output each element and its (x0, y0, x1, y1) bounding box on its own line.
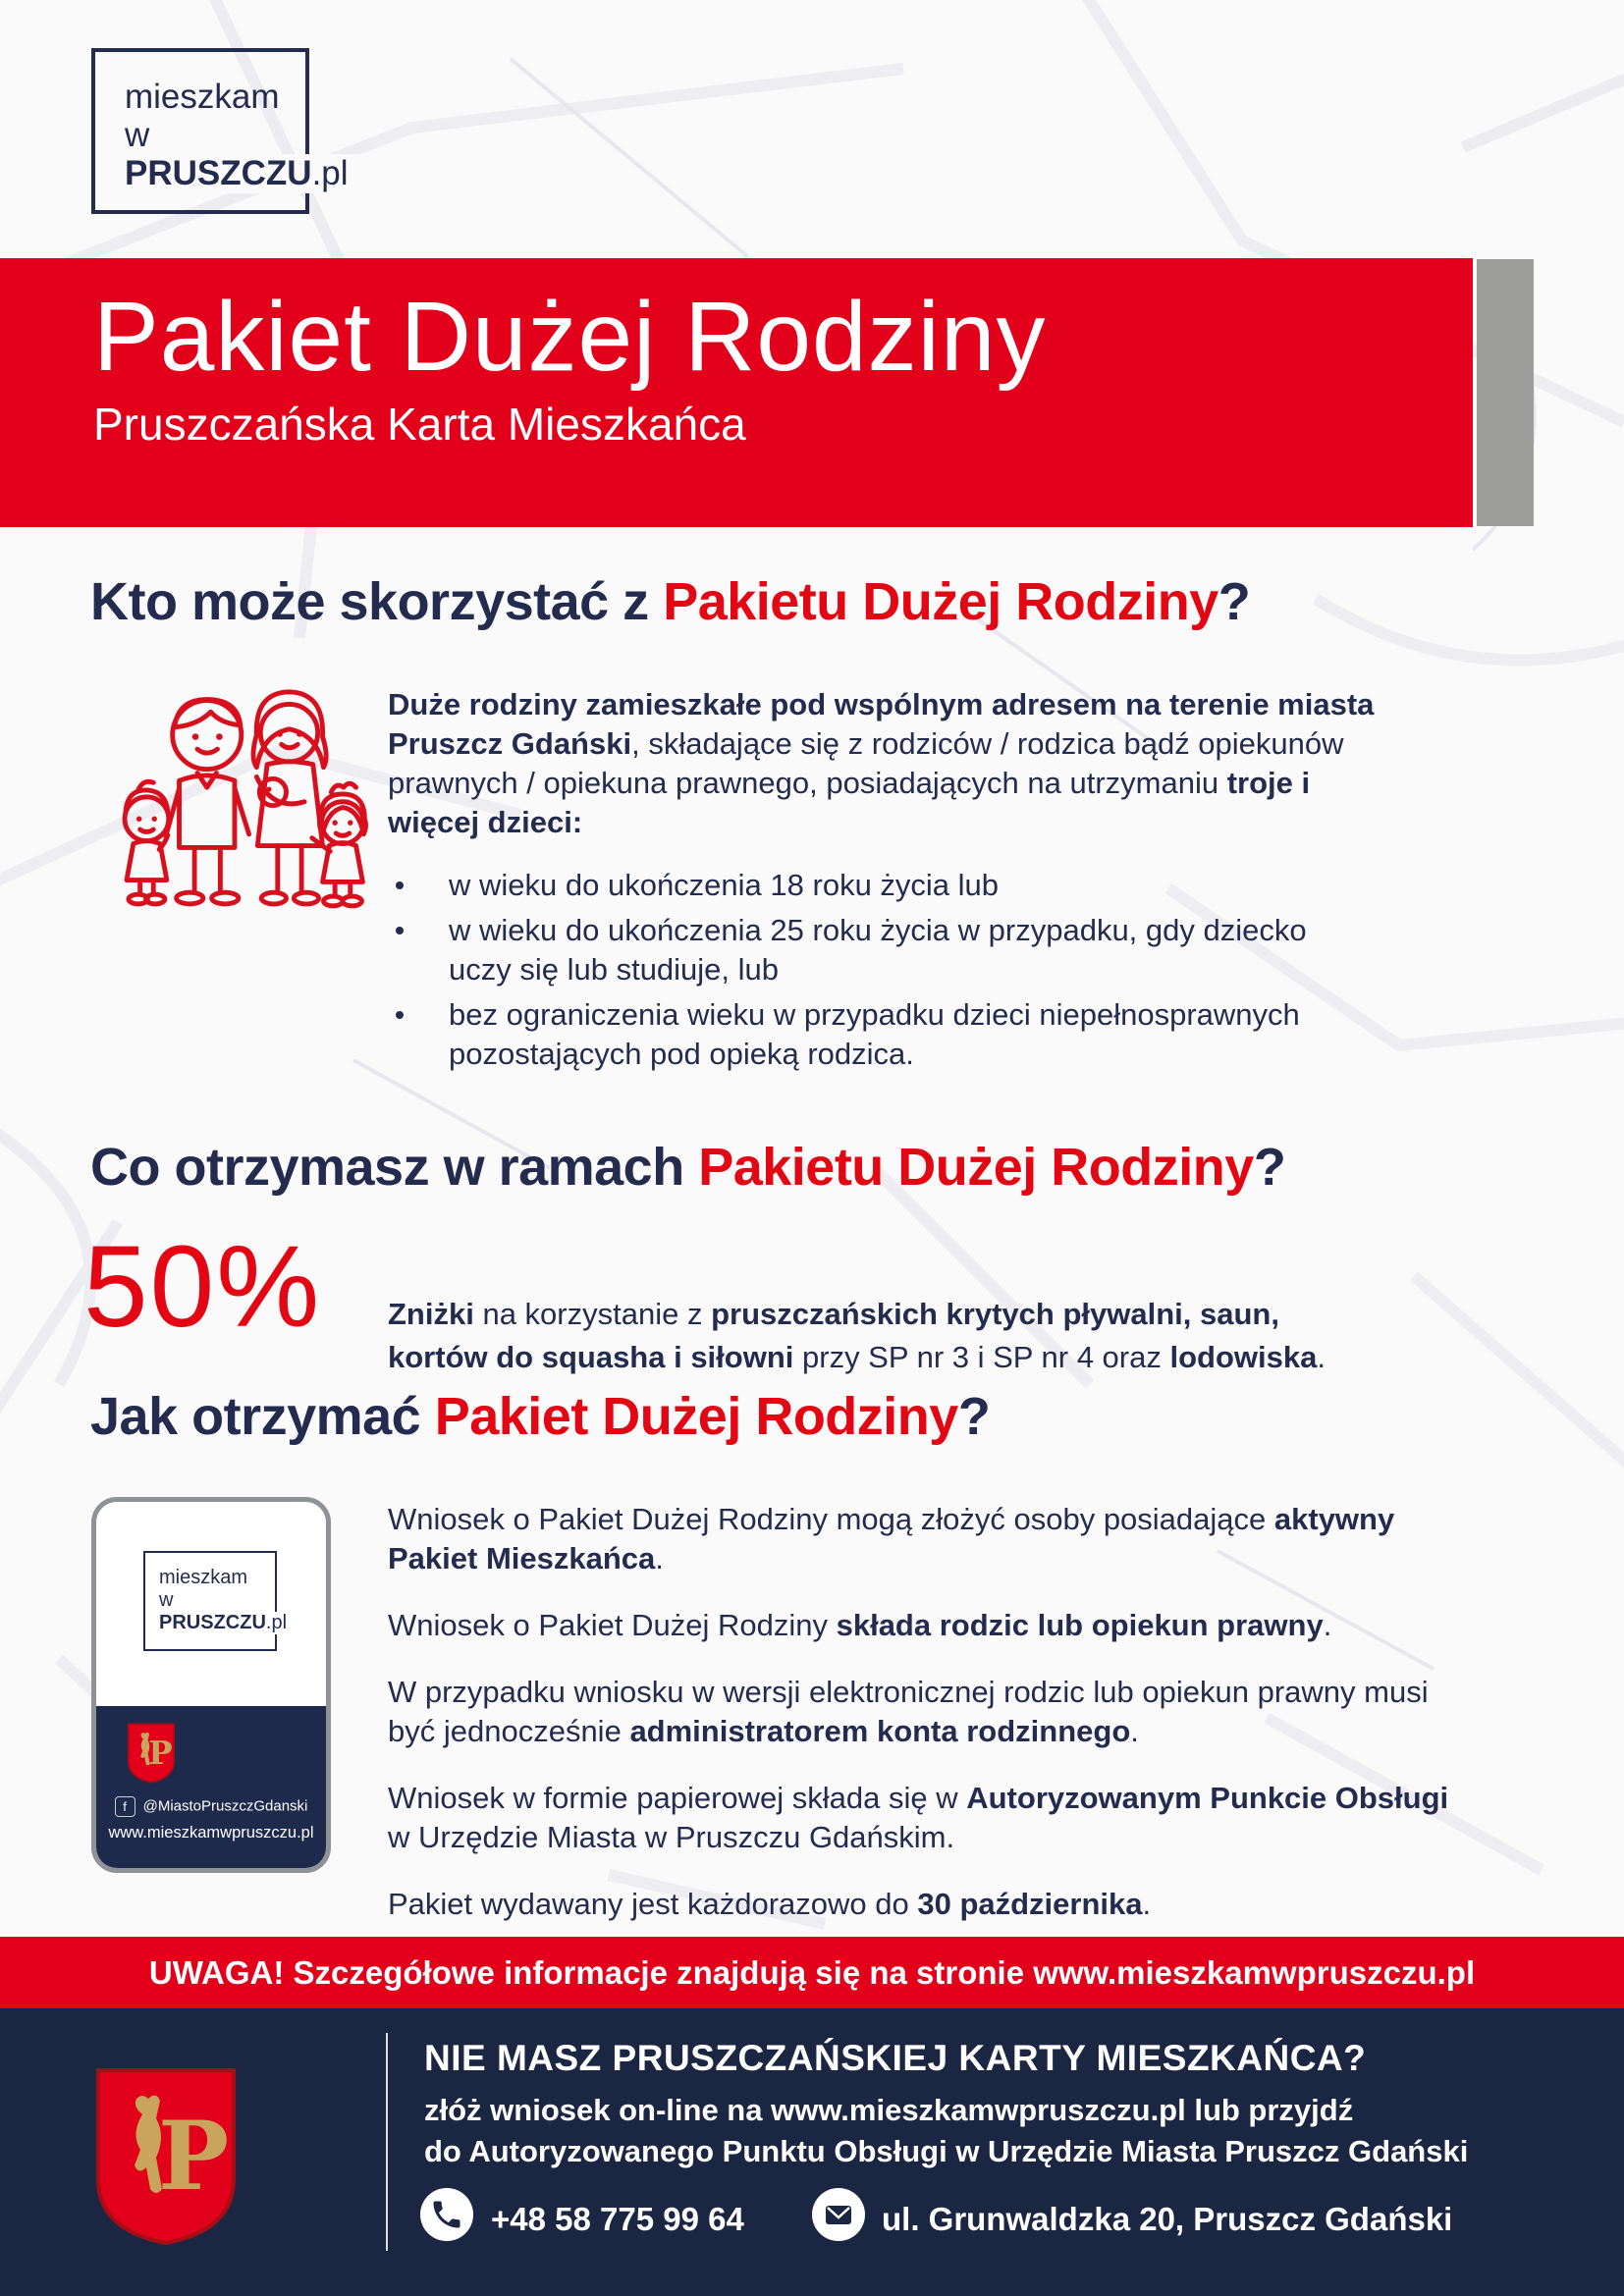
heading-who-suffix: ? (1218, 572, 1251, 631)
how-p4-text-1: Wniosek w formie papierowej składa się w (388, 1781, 967, 1815)
discount-bold-1: Zniżki (388, 1297, 474, 1331)
poster-title: Pakiet Dużej Rodziny (93, 282, 1047, 392)
card-logo-line-1: mieszkam (159, 1567, 248, 1588)
how-p3-text-1: W przypadku wniosku w wersji elektronicznej rodzic lub opiekun prawny musi być jednocześnie (388, 1675, 1429, 1748)
how-p4-text-2: w Urzędzie Miasta w Pruszczu Gdańskim. (388, 1820, 955, 1854)
card-website: www.mieszkamwpruszczu.pl (108, 1824, 314, 1842)
footer (0, 2008, 1624, 2296)
how-paragraph-4 (388, 1779, 1478, 1857)
how-p3-text-2: . (1130, 1714, 1139, 1748)
heading-what-highlight: Pakietu Dużej Rodziny (698, 1138, 1254, 1197)
footer-line-1: złóż wniosek on-line na www.mieszkamwpruszczu.pl lub przyjdź (424, 2093, 1354, 2127)
how-paragraph-1 (388, 1500, 1478, 1578)
how-paragraph-3 (388, 1673, 1478, 1751)
notice-banner: UWAGA! Szczegółowe informacje znajdują się na stronie www.mieszkamwpruszczu.pl (0, 1937, 1624, 2008)
who-intro-bold-2: troje i więcej dzieci: (388, 766, 1311, 839)
how-paragraph-2 (388, 1606, 1478, 1645)
bullet-dot-icon (396, 927, 404, 934)
how-p3-bold: administratorem konta rodzinnego (629, 1714, 1131, 1748)
bullet-dot-icon (396, 1011, 404, 1019)
footer-address: ul. Grunwaldzka 20, Pruszcz Gdański (882, 2201, 1453, 2237)
who-intro-text-1: , składające się z rodziców / rodzica bądź opiekunów prawnych / opiekuna prawnego, posiadających na utrzymaniu (388, 726, 1344, 800)
list-item (388, 995, 1350, 1074)
title-banner (0, 258, 1473, 527)
how-p1-text-1: Wniosek o Pakiet Dużej Rodziny mogą złożyć osoby posiadające (388, 1502, 1274, 1536)
family-icon (90, 673, 377, 911)
bullet-dot-icon (396, 881, 404, 889)
how-p2-bold: składa rodzic lub opiekun prawny (836, 1608, 1324, 1642)
footer-divider (386, 2033, 388, 2251)
facebook-icon: f (115, 1796, 135, 1817)
how-p1-bold: aktywny Pakiet Mieszkańca (388, 1502, 1395, 1575)
how-p5-text-2: . (1142, 1887, 1152, 1921)
resident-card (91, 1497, 331, 1873)
logo-brand-line (125, 154, 358, 192)
bullet-text-2: w wieku do ukończenia 25 roku życia w przypadku, gdy dziecko uczy się lub studiuje, lub (449, 913, 1307, 987)
phone-icon (420, 2188, 473, 2241)
bullet-text-3: bez ograniczenia wieku w przypadku dzieci niepełnosprawnych pozostających pod opieką rodzica. (449, 997, 1300, 1071)
svg-text:P: P (148, 1735, 173, 1773)
card-logo-brand: PRUSZCZU (159, 1612, 266, 1633)
card-logo-tld: .pl (265, 1612, 288, 1633)
heading-how-suffix: ? (957, 1387, 991, 1446)
discount-bold-3: lodowiska (1169, 1340, 1318, 1374)
discount-text-1: na korzystanie z (473, 1297, 712, 1331)
logo-brand: PRUSZCZU (125, 154, 312, 193)
how-p5-bold: 30 października (917, 1887, 1143, 1921)
how-section-text (388, 1500, 1478, 1951)
heading-how (90, 1386, 990, 1447)
heading-how-prefix: Jak otrzymać (90, 1387, 435, 1446)
list-item (388, 911, 1350, 989)
card-logo-line-2: w (159, 1589, 174, 1611)
bullet-text-1: w wieku do ukończenia 18 roku życia lub (449, 868, 1000, 902)
heading-what-prefix: Co otrzymasz w ramach (90, 1138, 699, 1197)
who-intro-paragraph (388, 685, 1409, 842)
card-logo-brand-line (159, 1612, 292, 1634)
discount-text-3: . (1317, 1340, 1326, 1374)
list-item (388, 866, 1350, 905)
heading-who (90, 571, 1250, 632)
footer-phone: +48 58 775 99 64 (491, 2201, 744, 2237)
who-intro-bold-1: Duże rodziny zamieszkałe pod wspólnym adresem na terenie miasta Pruszcz Gdański (388, 687, 1375, 761)
logo-line-2: w (125, 116, 150, 155)
discount-description (388, 1293, 1380, 1379)
heading-what-suffix: ? (1253, 1138, 1286, 1197)
card-facebook-line (96, 1796, 326, 1817)
footer-heading: NIE MASZ PRUSZCZAŃSKIEJ KARTY MIESZKAŃCA? (424, 2038, 1367, 2078)
who-bullet-list (388, 866, 1350, 1074)
discount-value: 50% (83, 1222, 322, 1352)
how-p1-text-2: . (655, 1541, 664, 1575)
heading-how-highlight: Pakiet Dużej Rodziny (434, 1387, 958, 1446)
card-logo (143, 1551, 288, 1651)
footer-line-2: do Autoryzowanego Punktu Obsługi w Urzędzie Miasta Pruszcz Gdański (424, 2134, 1469, 2168)
how-p2-text-1: Wniosek o Pakiet Dużej Rodziny (388, 1608, 837, 1642)
city-crest-icon (126, 1722, 177, 1785)
how-paragraph-5 (388, 1885, 1478, 1924)
discount-text-2: przy SP nr 3 i SP nr 4 oraz (793, 1340, 1170, 1374)
how-p2-text-2: . (1323, 1608, 1332, 1642)
heading-what (90, 1137, 1285, 1198)
site-logo (91, 48, 349, 214)
city-crest-icon (91, 2062, 241, 2251)
discount-bold-2: pruszczańskich krytych pływalni, saun, kortów do squasha i siłowni (388, 1297, 1279, 1374)
gray-accent-bar (1477, 259, 1534, 526)
how-p4-bold: Autoryzowanym Punkcie Obsługi (966, 1781, 1449, 1815)
heading-who-highlight: Pakietu Dużej Rodziny (663, 572, 1218, 631)
svg-text:P: P (158, 2101, 230, 2212)
logo-tld: .pl (311, 154, 349, 193)
heading-who-prefix: Kto może skorzystać z (90, 572, 664, 631)
how-p5-text-1: Pakiet wydawany jest każdorazowo do (388, 1887, 918, 1921)
logo-line-1: mieszkam (125, 78, 280, 116)
card-facebook-handle: @MiastoPruszczGdanski (142, 1797, 308, 1815)
poster-subtitle: Pruszczańska Karta Mieszkańca (93, 399, 746, 450)
mail-icon (812, 2188, 865, 2241)
who-section-text (388, 685, 1409, 1080)
